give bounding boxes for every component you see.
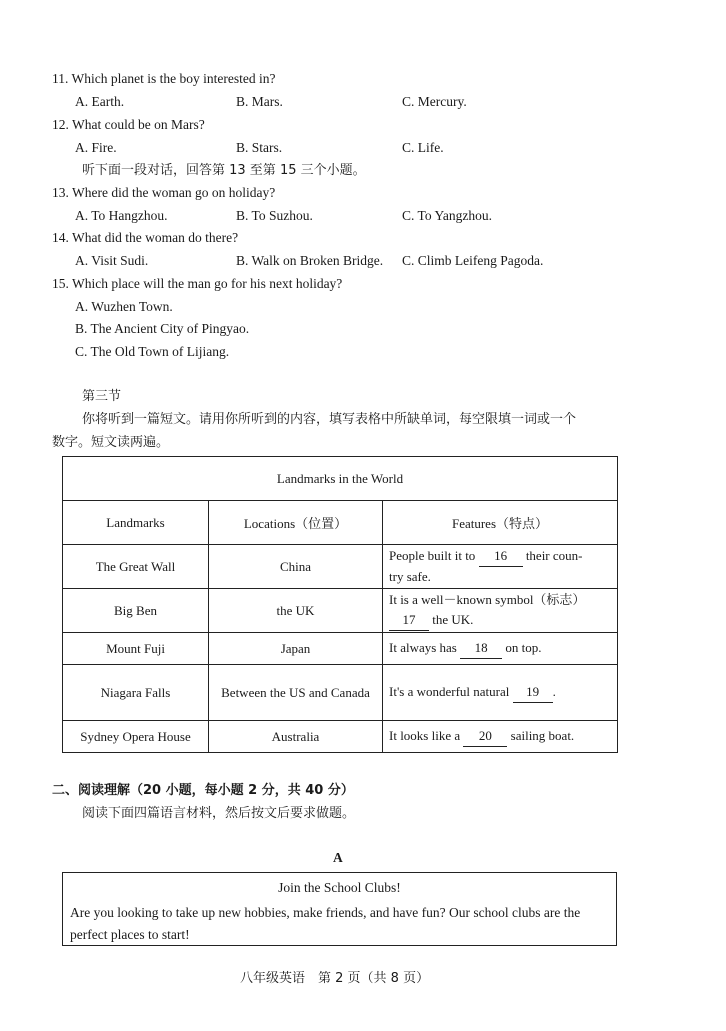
feature-text: People built it to [389, 548, 476, 563]
question-stem: 15. Which place will the man go for his next holiday? [52, 276, 343, 291]
option: C. The Old Town of Lijiang. [75, 344, 230, 359]
feature-text: It always has [389, 640, 457, 655]
answer-blank: 19 [513, 682, 553, 703]
listening-instruction: 听下面一段对话，回答第 13 至第 15 三个小题。 [82, 163, 366, 178]
part-instruction: 阅读下面四篇语言材料，然后按文后要求做题。 [82, 806, 356, 821]
table-title: Landmarks in the World [63, 457, 618, 501]
option: A. Wuzhen Town. [75, 299, 173, 314]
option: C. Climb Leifeng Pagoda. [402, 253, 544, 268]
landmark-cell: Sydney Opera House [63, 721, 209, 753]
location-cell: China [209, 545, 383, 589]
feature-text: sailing boat. [510, 728, 575, 743]
question-stem: 14. What did the woman do there? [52, 230, 239, 245]
landmark-cell: Big Ben [63, 589, 209, 633]
feature-cell [383, 665, 618, 721]
feature-text: It is a well－known symbol（标志） [389, 592, 586, 607]
feature-text: It looks like a [389, 728, 461, 743]
feature-text: . [552, 684, 556, 699]
feature-cell [383, 721, 618, 753]
table-header: Locations（位置） [209, 501, 383, 545]
question-stem: 12. What could be on Mars? [52, 117, 205, 132]
answer-blank: 16 [479, 546, 523, 567]
option: C. To Yangzhou. [402, 208, 492, 223]
option: B. Mars. [236, 94, 283, 109]
location-cell: Japan [209, 633, 383, 665]
passage-body: Are you looking to take up new hobbies, make friends, and have fun? Our school clubs are the perfect places to start! [70, 905, 581, 942]
answer-blank: 20 [463, 726, 507, 747]
answer-blank: 18 [460, 638, 502, 659]
page-footer: 八年级英语 第 2 页（共 8 页） [240, 971, 430, 986]
passage-title: Join the School Clubs! [278, 880, 401, 895]
location-cell: the UK [209, 589, 383, 633]
part-title: 二、阅读理解（20 小题，每小题 2 分，共 40 分） [52, 783, 354, 798]
question-stem: 13. Where did the woman go on holiday? [52, 185, 276, 200]
location-cell: Australia [209, 721, 383, 753]
option: C. Life. [402, 140, 444, 155]
feature-cell [383, 545, 618, 589]
feature-text: It's a wonderful natural [389, 684, 510, 699]
passage-label: A [333, 850, 343, 865]
option: A. Earth. [75, 94, 125, 109]
feature-text: try safe. [389, 569, 431, 584]
landmark-cell: The Great Wall [63, 545, 209, 589]
option: C. Mercury. [402, 94, 467, 109]
option: B. The Ancient City of Pingyao. [75, 321, 250, 336]
table-row [63, 665, 618, 721]
feature-text: their coun- [525, 548, 583, 563]
option: B. Walk on Broken Bridge. [236, 253, 384, 268]
passage-box [62, 872, 617, 946]
landmark-cell: Mount Fuji [63, 633, 209, 665]
feature-cell [383, 589, 618, 633]
table-header: Features（特点） [383, 501, 618, 545]
option: A. To Hangzhou. [75, 208, 168, 223]
option: B. To Suzhou. [236, 208, 313, 223]
landmark-cell: Niagara Falls [63, 665, 209, 721]
table-row [63, 589, 618, 633]
answer-blank: 17 [389, 610, 429, 631]
section-instruction: 数字。短文读两遍。 [52, 435, 170, 450]
table-row [63, 721, 618, 753]
table-header: Landmarks [63, 501, 209, 545]
option: A. Fire. [75, 140, 117, 155]
section-title: 第三节 [82, 389, 122, 404]
feature-text: the UK. [432, 612, 474, 627]
section-instruction: 你将听到一篇短文。请用你所听到的内容，填写表格中所缺单词，每空限填一词或一个 [82, 412, 577, 427]
landmarks-table [62, 456, 618, 753]
location-cell: Between the US and Canada [209, 665, 383, 721]
table-row [63, 633, 618, 665]
feature-text: on top. [505, 640, 542, 655]
question-stem: 11. Which planet is the boy interested in? [52, 71, 276, 86]
table-row [63, 545, 618, 589]
option: B. Stars. [236, 140, 283, 155]
option: A. Visit Sudi. [75, 253, 149, 268]
feature-cell [383, 633, 618, 665]
